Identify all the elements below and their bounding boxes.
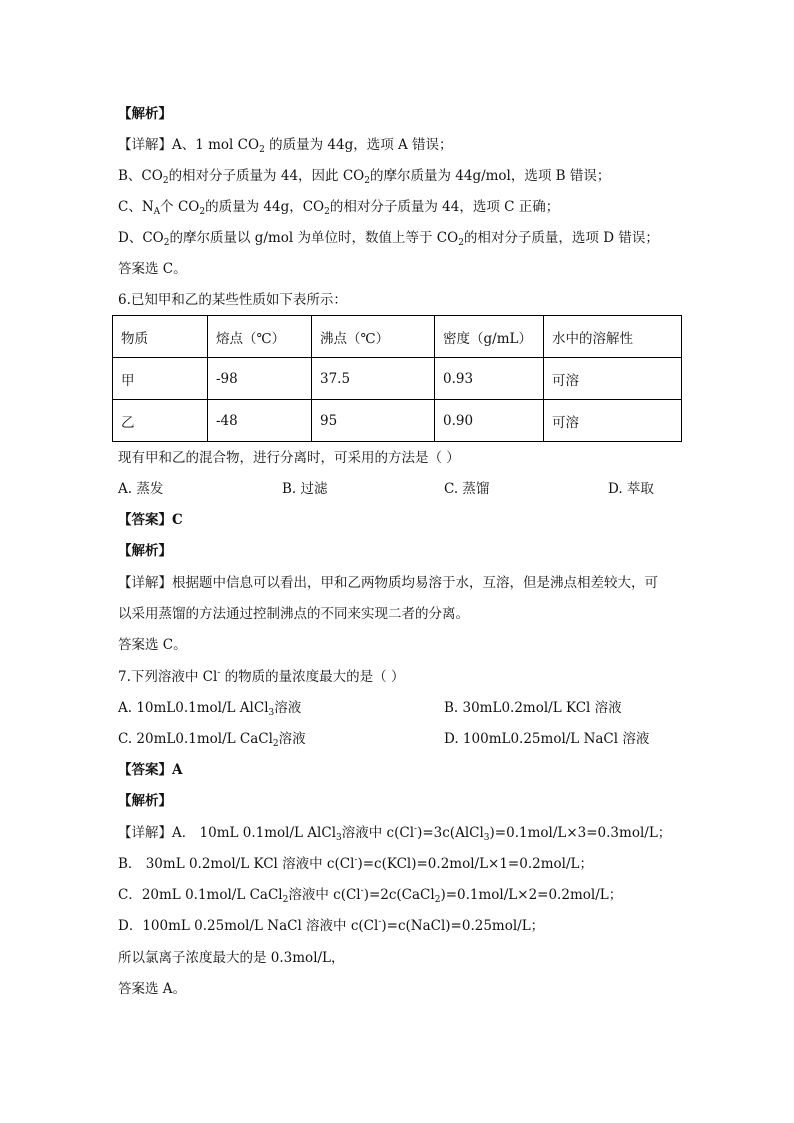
q6-option-c: C. 蒸馏	[444, 481, 490, 497]
q7-option-d: D. 100mL0.25mol/L NaCl 溶液	[444, 731, 650, 747]
q6-detail-line2: 以采用蒸馏的方法通过控制沸点的不同来实现二者的分离。	[118, 606, 469, 622]
q7-conclusion: 答案选 A。	[118, 981, 187, 997]
table-header-cell: 密度（g/mL）	[435, 316, 544, 358]
table-cell: -98	[208, 358, 312, 400]
q5-detail-d: D、$CO_2$的摩尔质量以 g/mol 为单位时，数值上等于 $CO_2$的相对分子质量，选项 D 错误；	[118, 230, 659, 248]
q7-option-b: B. 30mL0.2mol/L KCl 溶液	[444, 700, 622, 716]
table-cell: 甲	[113, 358, 208, 400]
q6-answer	[118, 510, 183, 530]
table-row	[113, 400, 682, 442]
q6-question: 现有甲和乙的混合物，进行分离时，可采用的方法是（ ）	[118, 450, 460, 466]
q7-option-c: C. 20mL0.1mol/L CaCl$_2$溶液	[118, 731, 306, 749]
q5-detail-b: B、$CO_2$的相对分子质量为 44，因此 $CO_2$的摩尔质量为 44g/mol，选项 B 错误；	[118, 168, 611, 186]
q6-option-b: B. 过滤	[282, 481, 328, 497]
table-cell: 乙	[113, 400, 208, 442]
answer-label: 【答案】A	[118, 762, 183, 778]
q7-analysis-heading: 【解析】	[118, 793, 172, 809]
q5-detail-a: 【详解】A、1 mol $CO_2$ 的质量为 44g，选项 A 错误；	[118, 137, 453, 155]
q6-stem: 6.已知甲和乙的某些性质如下表所示：	[118, 292, 347, 308]
table-header-cell: 熔点（℃）	[208, 316, 312, 358]
q7-option-a: A. 10mL0.1mol/L AlCl$_3$溶液	[118, 700, 302, 718]
answer-label: 【答案】C	[118, 512, 183, 528]
table-cell: 可溶	[544, 400, 682, 442]
q5-analysis-heading: 【解析】	[118, 106, 172, 122]
q7-stem: 7.下列溶液中 Cl- 的物质的量浓度最大的是（ ）	[118, 668, 405, 685]
table-cell: 0.90	[435, 400, 544, 442]
table-header-row	[113, 316, 682, 358]
q7-answer	[118, 760, 182, 780]
table-cell: 37.5	[312, 358, 435, 400]
q6-option-d: D. 萃取	[608, 481, 654, 497]
table-cell: 可溶	[544, 358, 682, 400]
q6-option-a: A. 蒸发	[118, 481, 164, 497]
properties-table	[112, 315, 682, 442]
q7-detail-d: D．100mL 0.25mol/L NaCl 溶液中 c(Cl-)=c(NaCl)=0.25mol/L；	[118, 917, 545, 934]
table-row	[113, 358, 682, 400]
q7-detail-b: B． 30mL 0.2mol/L KCl 溶液中 c(Cl-)=c(KCl)=0.2mol/L×1=0.2mol/L；	[118, 855, 593, 872]
q5-conclusion: 答案选 C。	[118, 261, 187, 277]
table-header-cell: 水中的溶解性	[544, 316, 682, 358]
table-cell: -48	[208, 400, 312, 442]
table-cell: 0.93	[435, 358, 544, 400]
q7-detail-a: 【详解】A． 10mL 0.1mol/L AlCl$_3$溶液中 c(Cl-)=3c(AlCl$_3$)=0.1mol/L×3=0.3mol/L；	[118, 824, 672, 843]
q6-analysis-heading: 【解析】	[118, 543, 172, 559]
table-header-cell: 物质	[113, 316, 208, 358]
q7-detail-c: C．20mL 0.1mol/L CaCl$_2$溶液中 c(Cl-)=2c(CaCl$_2$)=0.1mol/L×2=0.2mol/L；	[118, 886, 623, 905]
table-cell: 95	[312, 400, 435, 442]
q5-detail-c: C、$N_A$个 $CO_2$的质量为 44g，$CO_2$的相对分子质量为 44，选项 C 正确；	[118, 199, 560, 217]
q6-detail-line1: 【详解】根据题中信息可以看出，甲和乙两物质均易溶于水，互溶，但是沸点相差较大，可	[118, 575, 658, 591]
q6-conclusion: 答案选 C。	[118, 637, 187, 653]
q7-summary: 所以氯离子浓度最大的是 0.3mol/L，	[118, 950, 345, 966]
table-header-cell: 沸点（℃）	[312, 316, 435, 358]
